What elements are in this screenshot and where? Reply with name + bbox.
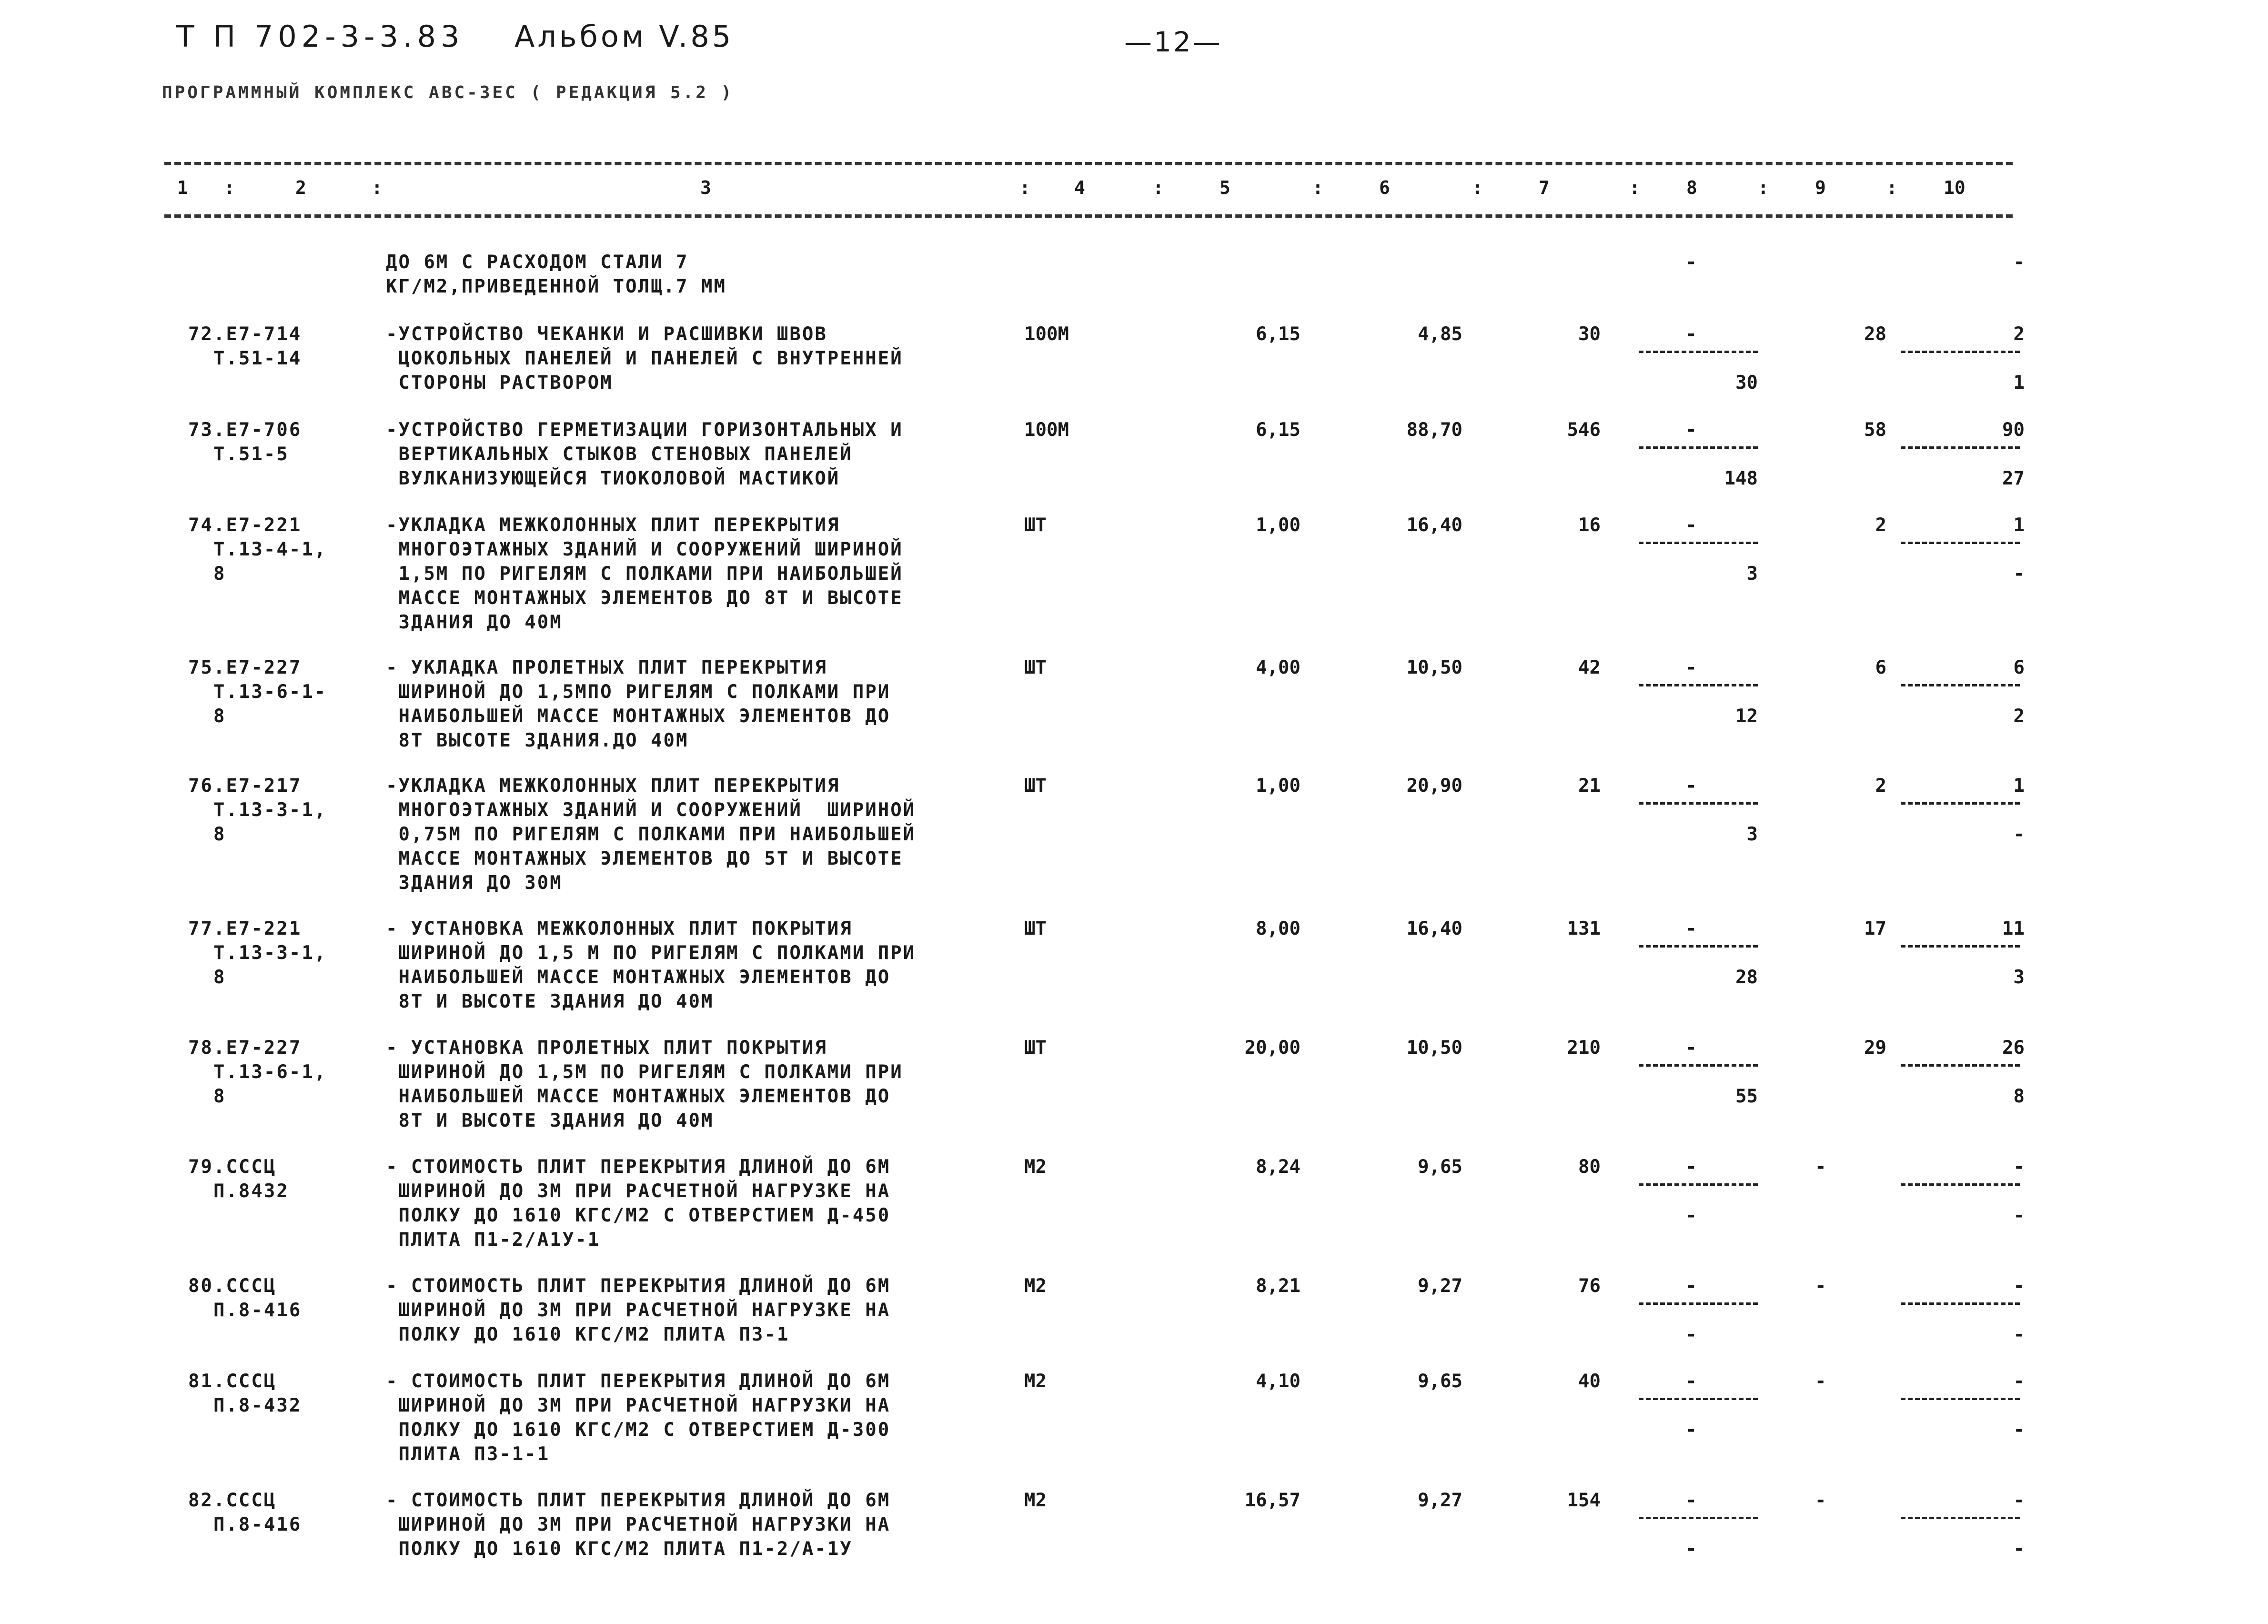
- row-description: - СТОИМОСТЬ ПЛИТ ПЕРЕКРЫТИЯ ДЛИНОЙ ДО 6М ШИРИНОЙ ДО 3М ПРИ РАСЧЕТНОЙ НАГРУЗКИ НА ПОЛКУ ДО 1610 КГС/М2 С ОТВЕРСТИЕМ Д-300 ПЛИТА П3-1-1: [386, 1371, 891, 1465]
- fraction-rule: [1639, 446, 1758, 449]
- cell-col8-bottom: -: [1685, 1419, 1697, 1441]
- col-sep: :: [1312, 177, 1323, 198]
- album-label: Альбом V.85: [514, 19, 734, 54]
- cell-col10-bottom: -: [2013, 1205, 2025, 1226]
- col-header-5: 5: [1220, 177, 1230, 198]
- fraction-rule: [1639, 1183, 1758, 1186]
- table-top-rule: [164, 162, 2013, 165]
- fraction-rule: [1639, 1398, 1758, 1400]
- row-unit: 100М: [1024, 323, 1069, 345]
- cell-col8-bottom: 30: [1735, 372, 1758, 393]
- cell-col9: 29: [1864, 1037, 1886, 1059]
- cell-col10-bottom: 1: [2013, 372, 2025, 393]
- row-unit-price: 9,27: [1418, 1275, 1462, 1297]
- page-number: —12—: [1124, 26, 1222, 58]
- cell-col10-top: 6: [2013, 657, 2025, 678]
- fraction-rule: [1901, 1517, 2020, 1519]
- cell-col10-top: -: [2013, 252, 2025, 273]
- cell-col10-bottom: -: [2013, 563, 2025, 585]
- row-quantity: 4,10: [1256, 1371, 1300, 1392]
- cell-col10-top: 11: [2002, 918, 2025, 939]
- cell-col10-top: -: [2013, 1490, 2025, 1511]
- row-description: - СТОИМОСТЬ ПЛИТ ПЕРЕКРЫТИЯ ДЛИНОЙ ДО 6М ШИРИНОЙ ДО 3М ПРИ РАСЧЕТНОЙ НАГРУЗКИ НА ПОЛКУ ДО 1610 КГС/М2 ПЛИТА П1-2/А-1У: [386, 1490, 891, 1560]
- col-sep: :: [1758, 177, 1769, 198]
- row-unit-price: 9,65: [1418, 1371, 1462, 1392]
- cell-col8-top: -: [1685, 1275, 1697, 1297]
- fraction-rule: [1901, 945, 2020, 948]
- cell-col8-top: -: [1685, 252, 1697, 273]
- row-unit: М2: [1024, 1371, 1047, 1392]
- cell-col10-top: 90: [2002, 419, 2025, 441]
- cell-col10-top: 1: [2013, 775, 2025, 797]
- cell-col9: 2: [1875, 514, 1886, 536]
- fraction-rule: [1901, 542, 2020, 544]
- cell-col8-top: -: [1685, 514, 1697, 536]
- cell-col9: -: [1815, 1371, 1826, 1392]
- cell-col10-top: -: [2013, 1156, 2025, 1178]
- fraction-rule: [1901, 802, 2020, 805]
- row-code: 79.СССЦ П.8432: [188, 1156, 289, 1202]
- cell-col9: 17: [1864, 918, 1886, 939]
- row-description: - УСТАНОВКА МЕЖКОЛОННЫХ ПЛИТ ПОКРЫТИЯ ШИРИНОЙ ДО 1,5 М ПО РИГЕЛЯМ С ПОЛКАМИ ПРИ НАИБОЛЬШЕЙ МАССЕ МОНТАЖНЫХ ЭЛЕМЕНТОВ ДО 8Т И ВЫСОТЕ ЗДАНИЯ ДО 40М: [386, 918, 916, 1012]
- col-header-3: 3: [700, 177, 711, 198]
- row-description: -УСТРОЙСТВО ЧЕКАНКИ И РАСШИВКИ ШВОВ ЦОКОЛЬНЫХ ПАНЕЛЕЙ И ПАНЕЛЕЙ С ВНУТРЕННЕЙ СТОРОНЫ РАСТВОРОМ: [386, 323, 903, 393]
- row-quantity: 16,57: [1244, 1490, 1300, 1511]
- fraction-rule: [1639, 1064, 1758, 1067]
- row-unit: ШТ: [1024, 775, 1047, 797]
- row-code: 73.Е7-706 Т.51-5: [188, 419, 302, 465]
- cell-col8-top: -: [1685, 1037, 1697, 1059]
- fraction-rule: [1901, 446, 2020, 449]
- row-unit-price: 10,50: [1406, 1037, 1462, 1059]
- col-sep: :: [372, 177, 383, 198]
- row-unit-price: 20,90: [1406, 775, 1462, 797]
- row-code: 81.СССЦ П.8-432: [188, 1371, 302, 1416]
- row-quantity: 6,15: [1256, 419, 1300, 441]
- cell-col8-top: -: [1685, 1371, 1697, 1392]
- row-total: 21: [1578, 775, 1601, 797]
- row-description: - СТОИМОСТЬ ПЛИТ ПЕРЕКРЫТИЯ ДЛИНОЙ ДО 6М ШИРИНОЙ ДО 3М ПРИ РАСЧЕТНОЙ НАГРУЗКЕ НА ПОЛКУ ДО 1610 КГС/М2 ПЛИТА П3-1: [386, 1275, 891, 1345]
- row-unit: ШТ: [1024, 657, 1047, 678]
- row-description: -УКЛАДКА МЕЖКОЛОННЫХ ПЛИТ ПЕРЕКРЫТИЯ МНОГОЭТАЖНЫХ ЗДАНИЙ И СООРУЖЕНИЙ ШИРИНОЙ 0,75М ПО РИГЕЛЯМ С ПОЛКАМИ ПРИ НАИБОЛЬШЕЙ МАССЕ МОНТАЖНЫХ ЭЛЕМЕНТОВ ДО 5Т И ВЫСОТЕ ЗДАНИЯ ДО 30М: [386, 775, 916, 894]
- row-unit-price: 4,85: [1418, 323, 1462, 345]
- cell-col8-top: -: [1685, 918, 1697, 939]
- cell-col9: 58: [1864, 419, 1886, 441]
- row-total: 546: [1567, 419, 1601, 441]
- fraction-rule: [1639, 945, 1758, 948]
- row-unit: ШТ: [1024, 918, 1047, 939]
- cell-col10-bottom: -: [2013, 1419, 2025, 1441]
- row-quantity: 1,00: [1256, 514, 1300, 536]
- row-unit-price: 88,70: [1406, 419, 1462, 441]
- row-code: 82.СССЦ П.8-416: [188, 1490, 302, 1535]
- fraction-rule: [1639, 1517, 1758, 1519]
- fraction-rule: [1901, 1064, 2020, 1067]
- row-total: 80: [1578, 1156, 1601, 1178]
- col-sep: :: [1019, 177, 1030, 198]
- fraction-rule: [1639, 684, 1758, 686]
- cell-col10-top: 2: [2013, 323, 2025, 345]
- col-sep: :: [1886, 177, 1897, 198]
- row-total: 210: [1567, 1037, 1601, 1059]
- row-code: 76.Е7-217 Т.13-3-1, 8: [188, 775, 327, 845]
- row-quantity: 6,15: [1256, 323, 1300, 345]
- fraction-rule: [1639, 802, 1758, 805]
- cell-col10-bottom: 27: [2002, 468, 2025, 489]
- row-quantity: 8,24: [1256, 1156, 1300, 1178]
- cell-col10-top: 1: [2013, 514, 2025, 536]
- row-description: - УСТАНОВКА ПРОЛЕТНЫХ ПЛИТ ПОКРЫТИЯ ШИРИНОЙ ДО 1,5М ПО РИГЕЛЯМ С ПОЛКАМИ ПРИ НАИБОЛЬШЕЙ МАССЕ МОНТАЖНЫХ ЭЛЕМЕНТОВ ДО 8Т И ВЫСОТЕ ЗДАНИЯ ДО 40М: [386, 1037, 903, 1131]
- row-quantity: 4,00: [1256, 657, 1300, 678]
- cell-col10-bottom: 8: [2013, 1086, 2025, 1107]
- cell-col8-bottom: 3: [1746, 824, 1758, 845]
- row-code: 77.Е7-221 Т.13-3-1, 8: [188, 918, 327, 988]
- cell-col8-top: -: [1685, 775, 1697, 797]
- cell-col9: 6: [1875, 657, 1886, 678]
- row-quantity: 20,00: [1244, 1037, 1300, 1059]
- row-unit-price: 10,50: [1406, 657, 1462, 678]
- cell-col10-bottom: -: [2013, 1538, 2025, 1560]
- fraction-rule: [1639, 1302, 1758, 1305]
- col-sep: :: [1472, 177, 1483, 198]
- cell-col8-top: -: [1685, 1490, 1697, 1511]
- col-header-8: 8: [1686, 177, 1697, 198]
- fraction-rule: [1901, 684, 2020, 686]
- cell-col8-bottom: -: [1685, 1324, 1697, 1345]
- cell-col8-bottom: 3: [1746, 563, 1758, 585]
- cell-col10-top: -: [2013, 1371, 2025, 1392]
- cell-col8-bottom: -: [1685, 1205, 1697, 1226]
- cell-col10-bottom: -: [2013, 824, 2025, 845]
- cell-col10-bottom: -: [2013, 1324, 2025, 1345]
- col-header-6: 6: [1379, 177, 1390, 198]
- row-quantity: 8,00: [1256, 918, 1300, 939]
- row-unit: ШТ: [1024, 514, 1047, 536]
- cell-col9: 2: [1875, 775, 1886, 797]
- row-description: - УКЛАДКА ПРОЛЕТНЫХ ПЛИТ ПЕРЕКРЫТИЯ ШИРИНОЙ ДО 1,5МПО РИГЕЛЯМ С ПОЛКАМИ ПРИ НАИБОЛЬШЕЙ МАССЕ МОНТАЖНЫХ ЭЛЕМЕНТОВ ДО 8Т ВЫСОТЕ ЗДАНИЯ.ДО 40М: [386, 657, 891, 751]
- document-code: Т П 702-3-3.83: [176, 19, 464, 54]
- row-unit: М2: [1024, 1275, 1047, 1297]
- row-unit: ШТ: [1024, 1037, 1047, 1059]
- col-sep: :: [1153, 177, 1164, 198]
- row-description: ДО 6М С РАСХОДОМ СТАЛИ 7 КГ/М2,ПРИВЕДЕННОЙ ТОЛЩ.7 ММ: [386, 252, 726, 297]
- cell-col10-top: 26: [2002, 1037, 2025, 1059]
- row-total: 154: [1567, 1490, 1601, 1511]
- fraction-rule: [1901, 1398, 2020, 1400]
- col-sep: :: [224, 177, 235, 198]
- row-code: 75.Е7-227 Т.13-6-1- 8: [188, 657, 327, 727]
- row-code: 78.Е7-227 Т.13-6-1, 8: [188, 1037, 327, 1107]
- row-description: -УКЛАДКА МЕЖКОЛОННЫХ ПЛИТ ПЕРЕКРЫТИЯ МНОГОЭТАЖНЫХ ЗДАНИЙ И СООРУЖЕНИЙ ШИРИНОЙ 1,5М ПО РИГЕЛЯМ С ПОЛКАМИ ПРИ НАИБОЛЬШЕЙ МАССЕ МОНТАЖНЫХ ЭЛЕМЕНТОВ ДО 8Т И ВЫСОТЕ ЗДАНИЯ ДО 40М: [386, 514, 903, 633]
- col-header-2: 2: [295, 177, 306, 198]
- row-unit-price: 16,40: [1406, 918, 1462, 939]
- cell-col8-top: -: [1685, 1156, 1697, 1178]
- cell-col8-bottom: 28: [1735, 967, 1758, 988]
- cell-col9: -: [1815, 1275, 1826, 1297]
- row-code: 72.Е7-714 Т.51-14: [188, 323, 302, 369]
- cell-col8-bottom: -: [1685, 1538, 1697, 1560]
- row-unit: М2: [1024, 1490, 1047, 1511]
- row-total: 30: [1578, 323, 1601, 345]
- cell-col8-top: -: [1685, 657, 1697, 678]
- fraction-rule: [1901, 1183, 2020, 1186]
- row-total: 131: [1567, 918, 1601, 939]
- row-code: 74.Е7-221 Т.13-4-1, 8: [188, 514, 327, 585]
- row-description: - СТОИМОСТЬ ПЛИТ ПЕРЕКРЫТИЯ ДЛИНОЙ ДО 6М ШИРИНОЙ ДО 3М ПРИ РАСЧЕТНОЙ НАГРУЗКЕ НА ПОЛКУ ДО 1610 КГС/М2 С ОТВЕРСТИЕМ Д-450 ПЛИТА П1-2/А1У-1: [386, 1156, 891, 1251]
- cell-col10-bottom: 2: [2013, 706, 2025, 727]
- row-total: 42: [1578, 657, 1601, 678]
- col-header-4: 4: [1074, 177, 1085, 198]
- row-code: 80.СССЦ П.8-416: [188, 1275, 302, 1321]
- col-header-9: 9: [1815, 177, 1826, 198]
- row-unit-price: 9,65: [1418, 1156, 1462, 1178]
- row-unit: 100М: [1024, 419, 1069, 441]
- cell-col8-top: -: [1685, 419, 1697, 441]
- cell-col8-bottom: 148: [1724, 468, 1758, 489]
- row-unit-price: 16,40: [1406, 514, 1462, 536]
- table-header-rule: [164, 214, 2013, 218]
- row-unit: М2: [1024, 1156, 1047, 1178]
- row-total: 40: [1578, 1371, 1601, 1392]
- cell-col9: -: [1815, 1490, 1826, 1511]
- cell-col10-top: -: [2013, 1275, 2025, 1297]
- col-header-1: 1: [177, 177, 188, 198]
- cell-col10-bottom: 3: [2013, 967, 2025, 988]
- row-total: 76: [1578, 1275, 1601, 1297]
- row-quantity: 8,21: [1256, 1275, 1300, 1297]
- fraction-rule: [1639, 351, 1758, 353]
- fraction-rule: [1901, 1302, 2020, 1305]
- cell-col8-top: -: [1685, 323, 1697, 345]
- col-header-10: 10: [1944, 177, 1966, 198]
- row-description: -УСТРОЙСТВО ГЕРМЕТИЗАЦИИ ГОРИЗОНТАЛЬНЫХ И ВЕРТИКАЛЬНЫХ СТЫКОВ СТЕНОВЫХ ПАНЕЛЕЙ ВУЛКАНИЗУЮЩЕЙСЯ ТИОКОЛОВОЙ МАСТИКОЙ: [386, 419, 903, 489]
- row-total: 16: [1578, 514, 1601, 536]
- row-quantity: 1,00: [1256, 775, 1300, 797]
- col-sep: :: [1629, 177, 1640, 198]
- fraction-rule: [1639, 542, 1758, 544]
- cell-col9: 28: [1864, 323, 1886, 345]
- cell-col9: -: [1815, 1156, 1826, 1178]
- program-line: ПРОГРАММНЫЙ КОМПЛЕКС АВС-3ЕС ( РЕДАКЦИЯ 5.2 ): [162, 83, 734, 102]
- col-header-7: 7: [1539, 177, 1550, 198]
- fraction-rule: [1901, 351, 2020, 353]
- row-unit-price: 9,27: [1418, 1490, 1462, 1511]
- cell-col8-bottom: 55: [1735, 1086, 1758, 1107]
- cell-col8-bottom: 12: [1735, 706, 1758, 727]
